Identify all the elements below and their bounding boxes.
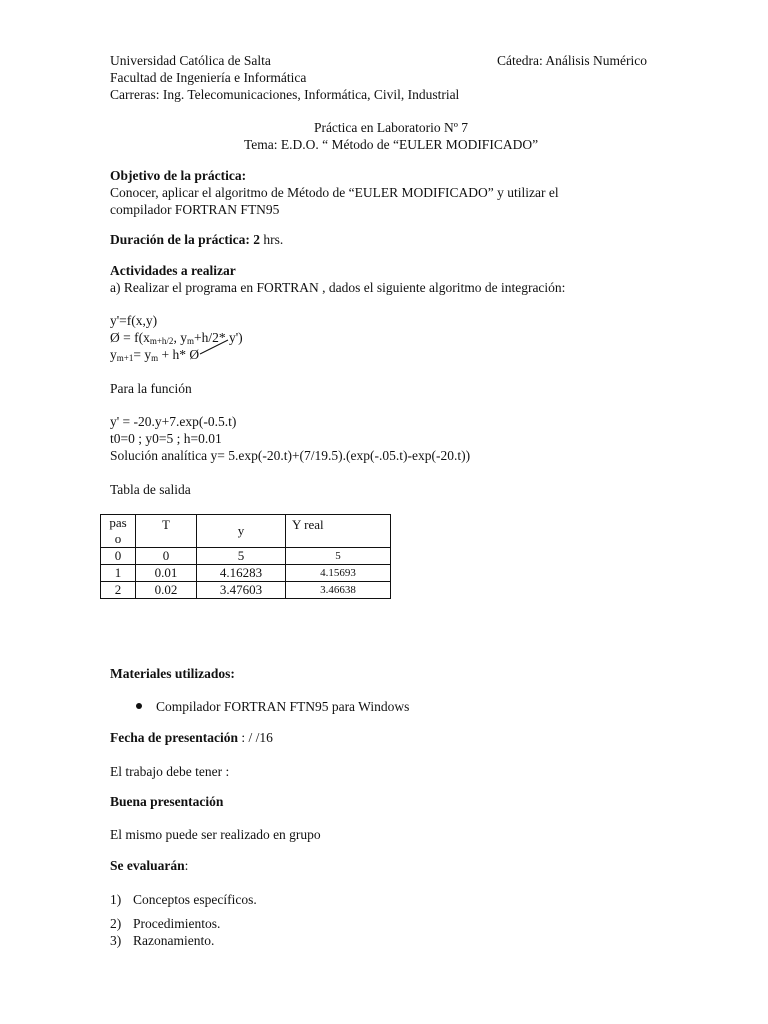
requirements-intro: El trabajo debe tener : — [110, 764, 230, 779]
table-row — [101, 548, 391, 565]
materials-item: Compilador FORTRAN FTN95 para Windows — [156, 699, 410, 714]
group-note: El mismo puede ser realizado en grupo — [110, 827, 321, 842]
careers: Carreras: Ing. Telecomunicaciones, Informática, Civil, Industrial — [110, 87, 460, 102]
evaluation-number: 2) — [110, 916, 122, 931]
header-t: T — [136, 515, 197, 548]
faculty: Facultad de Ingeniería e Informática — [110, 70, 307, 85]
presentation-date: Fecha de presentación : / /16 — [110, 730, 273, 745]
objective-line-2: compilador FORTRAN FTN95 — [110, 202, 280, 217]
evaluation-number: 1) — [110, 892, 122, 907]
objective-line-1: Conocer, aplicar el algoritmo de Método de “EULER MODIFICADO” y utilizar el — [110, 185, 559, 200]
header-paso: pas o — [101, 515, 136, 548]
evaluation-item: Razonamiento. — [133, 933, 215, 948]
good-presentation: Buena presentación — [110, 794, 224, 809]
table-cell: 0 — [136, 548, 197, 565]
table-row — [101, 582, 391, 599]
objective-heading: Objetivo de la práctica: — [110, 168, 247, 183]
table-cell: 5 — [286, 548, 391, 565]
header-y: y — [197, 515, 286, 548]
bullet-icon — [136, 703, 142, 709]
activity-a: a) Realizar el programa en FORTRAN , dados el siguiente algoritmo de integración: — [110, 280, 566, 295]
table-cell: 5 — [197, 548, 286, 565]
evaluation-number: 3) — [110, 933, 122, 948]
table-cell: 4.15693 — [286, 565, 391, 582]
function-label: Para la función — [110, 381, 192, 396]
table-cell: 3.47603 — [197, 582, 286, 599]
algorithm-line-2: Ø = $f(x_{m+h/2}$, $y_m+h/2*$ y') — [110, 330, 243, 346]
phi-strike-icon — [196, 338, 230, 356]
algorithm-line-3: $y_{m+1}= y_m + h*$ Ø — [110, 347, 200, 363]
table-cell: 0.02 — [136, 582, 197, 599]
table-cell: 0 — [101, 548, 136, 565]
table-cell: 1 — [101, 565, 136, 582]
evaluation-item: Conceptos específicos. — [133, 892, 257, 907]
catedra: Cátedra: Análisis Numérico — [497, 53, 647, 68]
table-cell: 4.16283 — [197, 565, 286, 582]
evaluation-item: Procedimientos. — [133, 916, 221, 931]
output-table — [100, 514, 391, 599]
analytic-solution: Solución analítica y= 5.exp(-20.t)+(7/19.5).(exp(-.05.t)-exp(-20.t)) — [110, 448, 471, 463]
evaluation-heading: Se evaluarán: — [110, 858, 189, 873]
practice-topic: Tema: E.D.O. “ Método de “EULER MODIFICADO” — [243, 137, 539, 152]
function-equation: y' = -20.y+7.exp(-0.5.t) — [110, 414, 237, 429]
duration: Duración de la práctica: 2 hrs. — [110, 232, 284, 247]
table-cell: 2 — [101, 582, 136, 599]
algorithm-line-1: y'=f(x,y) — [110, 313, 158, 328]
header-yreal: Y real — [286, 515, 391, 548]
activities-heading: Actividades a realizar — [110, 263, 236, 278]
materials-heading: Materiales utilizados: — [110, 666, 235, 681]
table-cell: 3.46638 — [286, 582, 391, 599]
table-header-row — [101, 515, 391, 548]
university-name: Universidad Católica de Salta — [110, 53, 271, 68]
table-cell: 0.01 — [136, 565, 197, 582]
initial-conditions: t0=0 ; y0=5 ; h=0.01 — [110, 431, 222, 446]
table-caption: Tabla de salida — [110, 482, 191, 497]
table-row — [101, 565, 391, 582]
practice-title: Práctica en Laboratorio Nº 7 — [313, 120, 469, 135]
